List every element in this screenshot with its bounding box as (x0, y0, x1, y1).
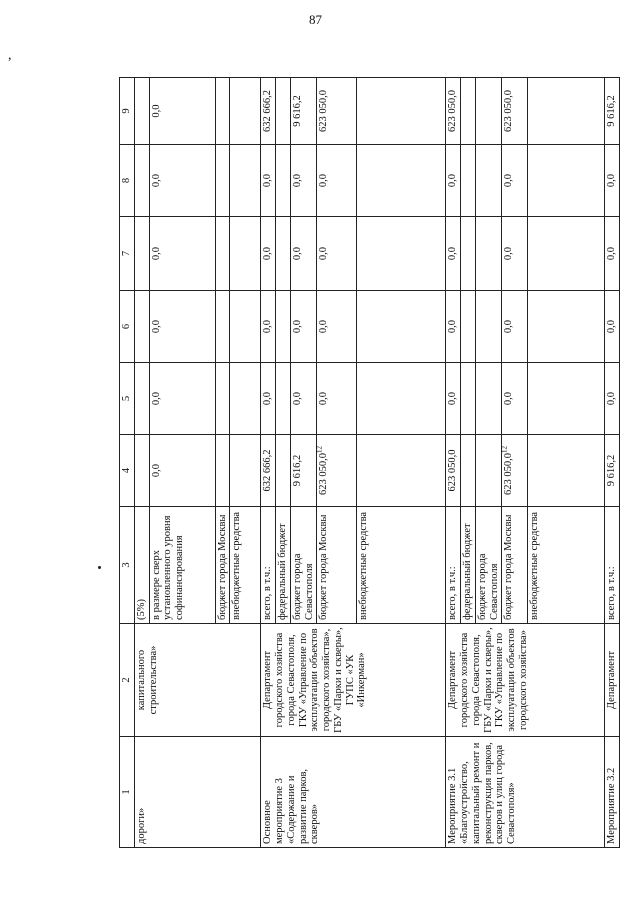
value-cell (149, 363, 215, 435)
value-cell (357, 435, 446, 507)
value-cell (276, 291, 291, 363)
value-cell (357, 145, 446, 217)
funding-source-cell: бюджет города Севастополя (290, 507, 317, 624)
value-cell (357, 291, 446, 363)
value-text: 0,0 (150, 246, 162, 261)
value-cell (461, 145, 476, 217)
executor-cell: Департамент (605, 624, 620, 737)
value-cell (605, 217, 620, 291)
value-cell (461, 291, 476, 363)
value-cell (261, 78, 276, 145)
header-cell: 5 (120, 363, 135, 435)
value-cell (528, 435, 605, 507)
value-text: 0,0 (606, 391, 618, 406)
value-text: 0,0 (150, 173, 162, 188)
value-cell (276, 363, 291, 435)
value-cell (317, 78, 357, 145)
table-row (261, 78, 276, 848)
funding-source-cell: внебюджетные средства (357, 507, 446, 624)
value-text: 0,0 (262, 319, 274, 334)
value-text: 623 050,0 (447, 449, 459, 492)
value-cell (276, 78, 291, 145)
value-cell (215, 291, 230, 363)
measure-name-cell: Мероприятие 3.1 «Благоустройство, капитальный ремонт и реконструкция парков, скверов и улиц города Севастополя» (446, 737, 605, 848)
value-cell (230, 217, 261, 291)
value-cell (528, 217, 605, 291)
executor-cell: Департамент городского хозяйства города Севастополя, ГБУ «Парки и скверы», ГКУ «Управление по эксплуатации объектов городского хозяйства» (446, 624, 605, 737)
value-cell (446, 435, 461, 507)
funding-source-cell: бюджет города Москвы (215, 507, 230, 624)
value-cell (605, 291, 620, 363)
value-cell (357, 217, 446, 291)
value-text: 0,0 (606, 173, 618, 188)
value-text: 0,0 (262, 246, 274, 261)
value-text: 632 666,2 (262, 90, 274, 132)
value-cell (528, 78, 605, 145)
value-text: 0,0 (291, 246, 303, 261)
value-cell (502, 435, 528, 507)
value-cell (215, 217, 230, 291)
header-cell: 2 (120, 624, 135, 737)
value-cell (215, 435, 230, 507)
value-text: 9 616,2 (606, 95, 618, 127)
value-cell (261, 363, 276, 435)
table-row (134, 78, 149, 848)
funding-source-cell: внебюджетные средства (230, 507, 261, 624)
value-text: 0,0 (318, 391, 330, 406)
value-text: 0,0 (503, 319, 515, 334)
funding-source-cell: всего, в т.ч.: (261, 507, 276, 624)
value-cell (461, 435, 476, 507)
value-cell (446, 291, 461, 363)
value-cell (230, 435, 261, 507)
value-cell (502, 145, 528, 217)
value-cell (290, 78, 317, 145)
value-cell (528, 291, 605, 363)
value-text: 0,0 (318, 246, 330, 261)
value-cell (502, 217, 528, 291)
measure-name-cell: Мероприятие 3.2 (605, 737, 620, 848)
header-cell: 4 (120, 435, 135, 507)
value-cell (149, 217, 215, 291)
value-cell (317, 145, 357, 217)
executor-cell: капитального строительства» (134, 624, 261, 737)
page-number: 87 (309, 12, 322, 27)
footnote-ref: 12 (315, 446, 324, 453)
header-cell: 3 (120, 507, 135, 624)
value-cell (475, 145, 502, 217)
funding-source-cell: всего, в т.ч.: (446, 507, 461, 624)
value-cell (230, 145, 261, 217)
stray-dot (98, 566, 101, 569)
value-cell (605, 363, 620, 435)
value-text: 0,0 (503, 246, 515, 261)
header-row (120, 78, 135, 848)
value-text: 9 616,2 (606, 454, 618, 487)
value-cell (475, 291, 502, 363)
value-cell (502, 291, 528, 363)
value-cell (149, 435, 215, 507)
value-cell (317, 217, 357, 291)
footnote-ref: 12 (500, 446, 509, 453)
value-text: 0,0 (447, 319, 459, 334)
table-row (605, 78, 620, 848)
value-cell (317, 363, 357, 435)
value-cell (446, 78, 461, 145)
value-cell (461, 217, 476, 291)
value-cell (134, 363, 149, 435)
value-cell (276, 217, 291, 291)
funding-source-cell: всего, в т.ч.: (605, 507, 620, 624)
value-text: 0,0 (150, 319, 162, 334)
value-cell (149, 78, 215, 145)
rotated-table-canvas (119, 78, 618, 848)
value-cell (290, 291, 317, 363)
value-text: 623 050,0 (447, 90, 459, 132)
value-cell (605, 435, 620, 507)
value-text: 0,0 (503, 391, 515, 406)
value-cell (290, 435, 317, 507)
value-text: 623 050,0 (318, 453, 330, 495)
funding-source-cell: бюджет города Севастополя (475, 507, 502, 624)
value-cell (357, 78, 446, 145)
value-cell (215, 78, 230, 145)
value-cell (215, 363, 230, 435)
value-cell (134, 145, 149, 217)
value-text: 632 666,2 (262, 449, 274, 492)
value-text: 0,0 (150, 463, 162, 478)
header-cell: 8 (120, 145, 135, 217)
value-text: 623 050,0 (318, 90, 330, 132)
value-cell (605, 145, 620, 217)
value-cell (475, 363, 502, 435)
value-text: 9 616,2 (291, 454, 303, 487)
value-cell (446, 363, 461, 435)
value-cell (446, 145, 461, 217)
value-text: 623 050,0 (503, 90, 515, 132)
funding-source-cell: в размере сверх установленного уровня софинансирования (149, 507, 215, 624)
executor-cell: Департамент городского хозяйства города Севастополя, ГКУ «Управление по эксплуатации объектов городского хозяйства», ГБУ «Парки и скверы», ГУПС «УК «Инкерман» (261, 624, 446, 737)
funding-source-cell: федеральный бюджет (461, 507, 476, 624)
value-text: 0,0 (262, 391, 274, 406)
value-cell (290, 217, 317, 291)
budget-table (119, 77, 620, 848)
value-cell (230, 78, 261, 145)
value-cell (475, 78, 502, 145)
value-cell (276, 145, 291, 217)
table-row (446, 78, 461, 848)
value-text: 0,0 (291, 319, 303, 334)
value-cell (261, 145, 276, 217)
value-cell (461, 363, 476, 435)
value-cell (134, 291, 149, 363)
value-cell (290, 145, 317, 217)
value-cell (461, 78, 476, 145)
value-text: 0,0 (606, 319, 618, 334)
value-cell (317, 435, 357, 507)
value-cell (605, 78, 620, 145)
value-cell (475, 435, 502, 507)
measure-name-cell: Основное мероприятие 3 «Содержание и развитие парков, скверов» (261, 737, 446, 848)
value-text: 0,0 (503, 173, 515, 188)
value-cell (446, 217, 461, 291)
value-cell (134, 78, 149, 145)
value-text: 0,0 (318, 319, 330, 334)
value-cell (290, 363, 317, 435)
value-text: 0,0 (291, 391, 303, 406)
value-cell (261, 435, 276, 507)
table-body (120, 78, 620, 848)
value-cell (261, 291, 276, 363)
value-cell (230, 363, 261, 435)
value-text: 0,0 (291, 173, 303, 188)
value-cell (475, 217, 502, 291)
funding-source-cell: федеральный бюджет (276, 507, 291, 624)
value-cell (149, 291, 215, 363)
value-text: 0,0 (150, 104, 162, 118)
value-cell (528, 363, 605, 435)
value-text: 623 050,0 (503, 453, 515, 495)
value-text: 0,0 (318, 173, 330, 188)
funding-source-cell: бюджет города Москвы (317, 507, 357, 624)
funding-source-cell: бюджет города Москвы (502, 507, 528, 624)
funding-source-cell: внебюджетные средства (528, 507, 605, 624)
header-cell: 6 (120, 291, 135, 363)
value-cell (149, 145, 215, 217)
header-cell: 7 (120, 217, 135, 291)
value-cell (528, 145, 605, 217)
header-cell: 1 (120, 737, 135, 848)
value-cell (134, 217, 149, 291)
value-text: 0,0 (447, 391, 459, 406)
value-cell (261, 217, 276, 291)
value-cell (317, 291, 357, 363)
header-cell: 9 (120, 78, 135, 145)
value-text: 0,0 (447, 246, 459, 261)
value-text: 0,0 (606, 246, 618, 261)
rotated-table-wrapper (119, 78, 618, 848)
value-cell (502, 363, 528, 435)
value-text: 0,0 (447, 173, 459, 188)
stray-mark: , (8, 48, 12, 63)
value-cell (134, 435, 149, 507)
value-text: 0,0 (262, 173, 274, 188)
value-text: 9 616,2 (291, 95, 303, 127)
funding-source-cell: (5%) (134, 507, 149, 624)
value-cell (230, 291, 261, 363)
value-text: 0,0 (150, 391, 162, 406)
measure-name-cell: дороги» (134, 737, 261, 848)
value-cell (215, 145, 230, 217)
value-cell (502, 78, 528, 145)
value-cell (276, 435, 291, 507)
value-cell (357, 363, 446, 435)
